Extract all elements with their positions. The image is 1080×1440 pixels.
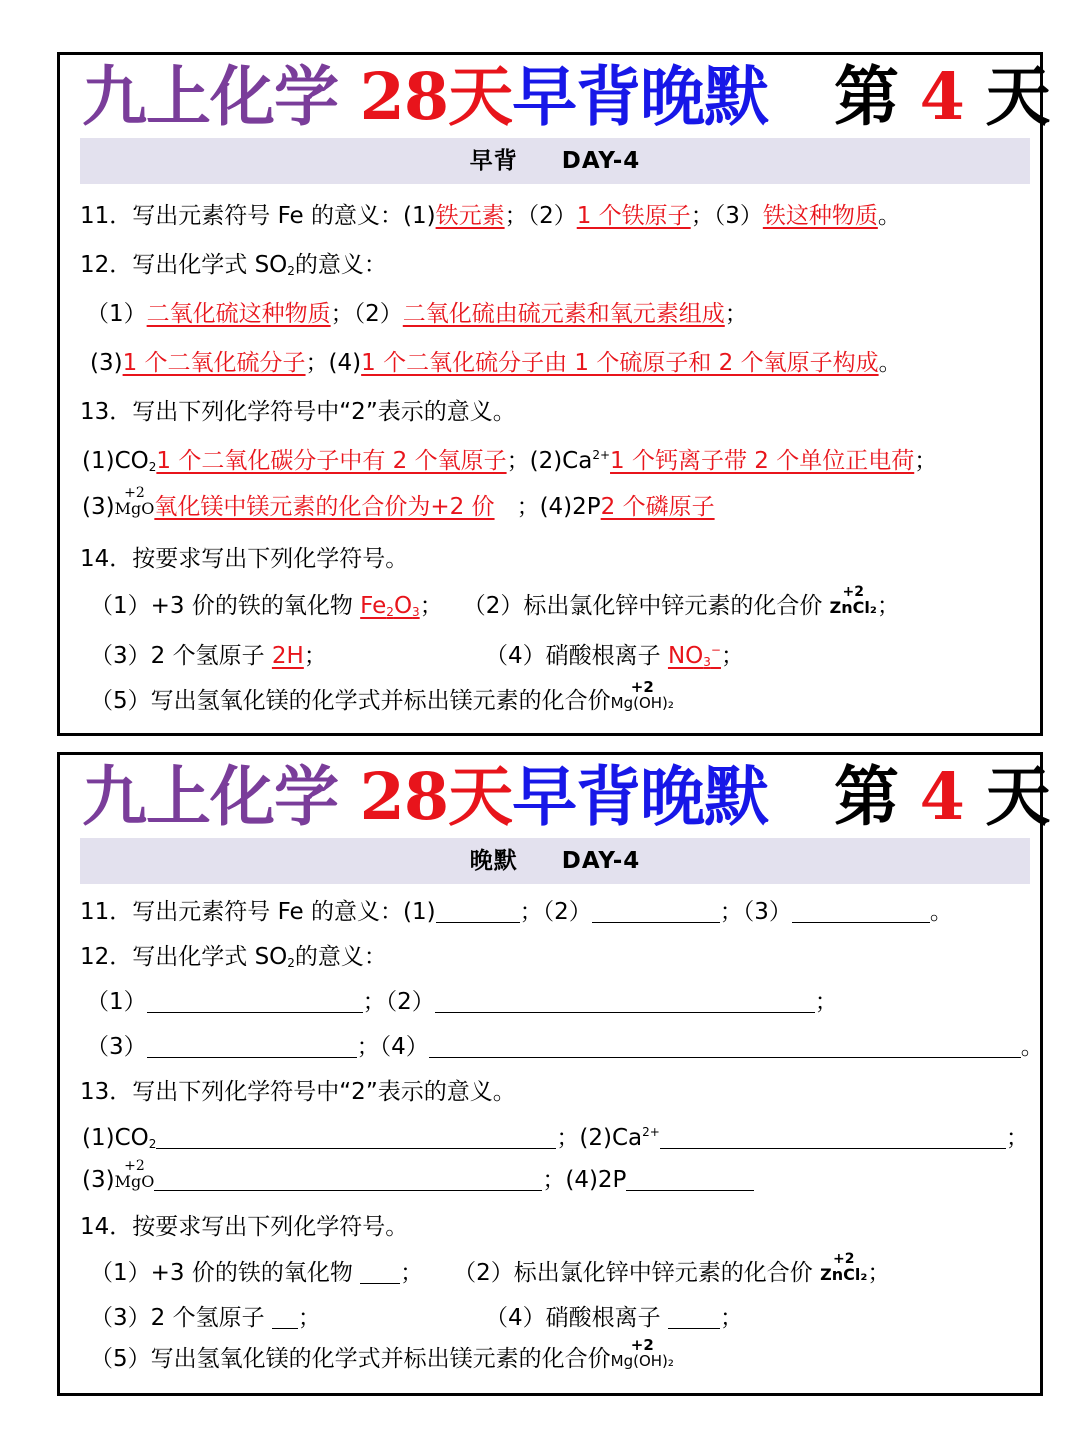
answer-blank[interactable] (360, 1259, 400, 1284)
q14-line1 (90, 584, 1050, 628)
q14-line3 (90, 679, 1050, 723)
text-segment: 4 (919, 59, 964, 135)
text-segment: （1） (86, 301, 147, 327)
text-segment: （2）标出氯化锌中锌元素的化合价 (462, 593, 830, 619)
text-segment: ； (303, 643, 327, 669)
title-part2: 28 (359, 759, 449, 835)
answer: 氧化镁中镁元素的化合价为+2 价 (154, 494, 495, 520)
text-segment: (3) (82, 1167, 115, 1193)
answer-blank[interactable] (154, 1166, 542, 1191)
text-segment: （1）+3 价的铁的氧化物 (90, 1260, 361, 1286)
mgo-formula (115, 487, 155, 517)
text-segment: （3）2 个氢原子 (90, 1305, 272, 1331)
text-segment: − (710, 643, 721, 657)
text-segment: 14．按要求写出下列化学符号。 (80, 546, 409, 572)
text-segment: （1） (86, 989, 147, 1015)
section-band-evening (80, 838, 1030, 884)
answer-blank[interactable] (272, 1304, 298, 1329)
text-segment: ZnCl₂ (829, 598, 877, 617)
text-segment: ； (419, 593, 443, 619)
q12-line1 (86, 985, 1046, 1019)
text-segment: 3 (703, 655, 711, 669)
q14-line2b (485, 1301, 885, 1335)
text-segment: 的意义： (294, 944, 387, 970)
title-part1: 九上化学 (82, 59, 339, 135)
answer-blank[interactable] (436, 898, 520, 923)
text-segment: ； (876, 593, 900, 619)
text-segment: 第 (834, 59, 899, 135)
text-segment: ； (814, 989, 838, 1015)
text-segment: (1)CO (82, 1125, 149, 1151)
answer: 1 个钙离子带 2 个单位正电荷 (610, 448, 915, 474)
text-segment: 2 (148, 460, 157, 474)
text-segment: ；（3） (719, 899, 792, 925)
text-segment: ； (867, 1260, 891, 1286)
text-segment: ；（4） (356, 1034, 429, 1060)
text-segment: 。 (1020, 1034, 1044, 1060)
text-segment: (3) (90, 350, 123, 376)
text-segment: +2 (124, 485, 145, 501)
q11-line (80, 895, 1040, 929)
text-segment: +2 (630, 1336, 654, 1354)
text-segment: ；(2)Ca (506, 448, 593, 474)
text-segment: 2+ (642, 1125, 660, 1139)
title-part1: 九上化学 (82, 759, 339, 835)
title-part4: 早背晚默 (512, 59, 769, 135)
page-title (82, 57, 1050, 137)
text-segment: DAY-4 (561, 848, 641, 874)
page-title (82, 757, 1050, 837)
answer: 铁元素 (435, 203, 505, 229)
text-segment: （4）硝酸根离子 (485, 1305, 668, 1331)
text-segment: 2+ (592, 448, 611, 462)
title-part2: 28 (359, 59, 449, 135)
text-segment: ； (720, 643, 744, 669)
q14-stem (80, 1210, 1040, 1244)
answer: 二氧化硫这种物质 (146, 301, 331, 327)
answer: 铁这种物质 (762, 203, 878, 229)
text-segment: ； (724, 301, 748, 327)
answer-blank[interactable] (147, 1033, 357, 1058)
text-segment: 2 (287, 264, 295, 278)
answer-blank[interactable] (626, 1166, 754, 1191)
title-part3: 天 (448, 759, 513, 835)
q14-stem (80, 542, 1040, 576)
answer-blank[interactable] (792, 898, 930, 923)
text-segment: 11．写出元素符号 Fe 的意义：(1) (80, 899, 436, 925)
text-segment: 天 (985, 59, 1050, 135)
text-segment: ； (914, 448, 938, 474)
text-segment: +2 (842, 584, 864, 600)
text-segment: Mg(OH)₂ (610, 694, 674, 712)
q12-line2 (86, 1030, 1046, 1064)
text-segment: 第 (834, 759, 899, 835)
text-segment: 13．写出下列化学符号中“2”表示的意义。 (80, 1079, 516, 1105)
text-segment: （2）标出氯化锌中锌元素的化合价 (453, 1260, 821, 1286)
answer (668, 643, 721, 669)
text-segment: 3 (412, 605, 420, 619)
text-segment: 13．写出下列化学符号中“2”表示的意义。 (80, 399, 516, 425)
text-segment: 14．按要求写出下列化学符号。 (80, 1214, 409, 1240)
mgoh2-formula (610, 678, 674, 712)
title-day (834, 57, 1050, 137)
q12-line1 (86, 297, 1046, 331)
answer: 2 个磷原子 (600, 494, 715, 520)
text-segment: 的意义： (294, 252, 387, 278)
q14-line1 (90, 1251, 1050, 1295)
answer: 1 个二氧化硫分子由 1 个硫原子和 2 个氧原子构成 (361, 350, 879, 376)
text-segment: ； (400, 1260, 424, 1286)
mgo-formula (115, 1160, 155, 1190)
answer: 1 个二氧化硫分子 (122, 350, 306, 376)
text-segment: ； (719, 1305, 743, 1331)
text-segment: （5）写出氢氧化镁的化学式并标出镁元素的化合价 (90, 688, 611, 714)
text-segment: 12．写出化学式 SO (80, 252, 288, 278)
answer-blank[interactable] (435, 988, 815, 1013)
title-part4: 早背晚默 (512, 759, 769, 835)
q13-line1 (82, 1121, 1042, 1155)
zncl2-formula (830, 586, 877, 616)
q13-line2 (82, 485, 1042, 529)
text-segment: (3) (82, 494, 115, 520)
q12-line2 (90, 346, 1050, 380)
q12-stem (80, 248, 1040, 282)
text-segment: NO (667, 643, 704, 669)
text-segment: 12．写出化学式 SO (80, 944, 288, 970)
q13-stem (80, 395, 1040, 429)
answer: 1 个二氧化碳分子中有 2 个氧原子 (156, 448, 507, 474)
q14-line2b (485, 639, 885, 673)
q13-line2 (82, 1158, 1042, 1202)
text-segment: (1)CO (82, 448, 149, 474)
text-segment: 2 (287, 956, 295, 970)
text-segment: ；（2） (504, 203, 577, 229)
section-band-morning (80, 138, 1030, 184)
text-segment: ； (1005, 1125, 1029, 1151)
answer-blank[interactable] (147, 988, 363, 1013)
text-segment: ZnCl₂ (820, 1265, 868, 1284)
evening-card (57, 752, 1050, 1396)
q12-stem (80, 940, 1040, 974)
text-segment: +2 (833, 1251, 855, 1267)
text-segment: 2 (386, 605, 394, 619)
text-segment: （5）写出氢氧化镁的化学式并标出镁元素的化合价 (90, 1346, 611, 1372)
text-segment: ；(4)2P (516, 494, 601, 520)
answer-blank[interactable] (156, 1124, 556, 1149)
text-segment: 。 (877, 203, 901, 229)
text-segment: （1）+3 价的铁的氧化物 (90, 593, 361, 619)
text-segment: ；（2） (330, 301, 403, 327)
text-segment: ； (297, 1305, 321, 1331)
text-segment: 4 (919, 759, 964, 835)
mgoh2-formula (610, 1336, 674, 1370)
text-segment: ；(4)2P (542, 1167, 627, 1193)
title-part3: 天 (448, 59, 513, 135)
q13-line1 (82, 444, 1042, 478)
text-segment: ；(4) (305, 350, 362, 376)
text-segment: Mg(OH)₂ (610, 1352, 674, 1370)
text-segment: O (393, 593, 413, 619)
answer (360, 593, 420, 619)
text-segment: 。 (929, 899, 953, 925)
text-segment: （3）2 个氢原子 (90, 643, 272, 669)
text-segment: 11．写出元素符号 Fe 的意义：(1) (80, 203, 436, 229)
answer: 2H (271, 643, 304, 669)
q11-line (80, 199, 1040, 233)
text-segment: 早背 (469, 148, 518, 174)
answer-blank[interactable] (668, 1304, 720, 1329)
answer-blank[interactable] (660, 1124, 1006, 1149)
text-segment: +2 (124, 1158, 145, 1174)
text-segment: ；(2)Ca (556, 1125, 643, 1151)
text-segment: ；（2） (519, 899, 592, 925)
text-segment: （4）硝酸根离子 (485, 643, 668, 669)
text-segment: 2 (148, 1137, 157, 1151)
text-segment: DAY-4 (561, 148, 641, 174)
answer: 二氧化硫由硫元素和氧元素组成 (402, 301, 725, 327)
text-segment: 天 (985, 759, 1050, 835)
text-segment: 。 (878, 350, 902, 376)
text-segment: ；（3） (690, 203, 763, 229)
text-segment: +2 (630, 678, 654, 696)
answer-blank[interactable] (592, 898, 720, 923)
text-segment: MgO (114, 499, 155, 518)
text-segment: MgO (114, 1172, 155, 1191)
zncl2-formula (820, 1253, 867, 1283)
q14-line3 (90, 1337, 1050, 1381)
morning-card (57, 52, 1050, 736)
text-segment: （3） (86, 1034, 147, 1060)
text-segment: ；（2） (362, 989, 435, 1015)
answer-blank[interactable] (429, 1033, 1021, 1058)
answer: 1 个铁原子 (576, 203, 691, 229)
text-segment: Fe (360, 593, 387, 619)
title-day (834, 757, 1050, 837)
q13-stem (80, 1075, 1040, 1109)
text-segment: 晚默 (469, 848, 518, 874)
